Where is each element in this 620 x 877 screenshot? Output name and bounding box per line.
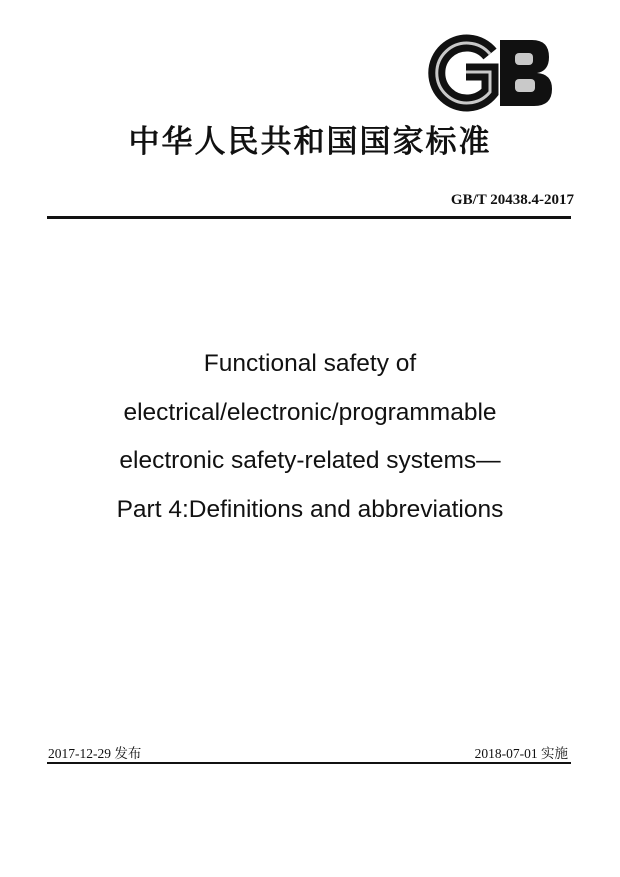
- implementation-date: 2018-07-01: [474, 746, 538, 761]
- implementation-date-block: [475, 742, 568, 762]
- gb-logo: [426, 34, 560, 112]
- header-divider: [47, 216, 571, 219]
- issue-date: 2017-12-29: [48, 746, 111, 761]
- title-line-2: electrical/electronic/programmable: [123, 398, 497, 426]
- title-line-4: Part 4:Definitions and abbreviations: [116, 495, 504, 523]
- title-line-1: Functional safety of: [203, 350, 417, 377]
- gb-logo-b-letter: [500, 40, 552, 106]
- implementation-label: 实施: [541, 746, 568, 761]
- title-line-3: electronic safety-related systems—: [119, 447, 501, 474]
- footer-divider: [47, 762, 571, 764]
- organization-title: 中华人民共和国国家标准: [128, 124, 492, 160]
- issue-date-block: [48, 742, 141, 762]
- standard-number: GB/T 20438.4-2017: [450, 192, 574, 208]
- issue-label: 发布: [114, 746, 142, 761]
- document-title: [0, 340, 620, 534]
